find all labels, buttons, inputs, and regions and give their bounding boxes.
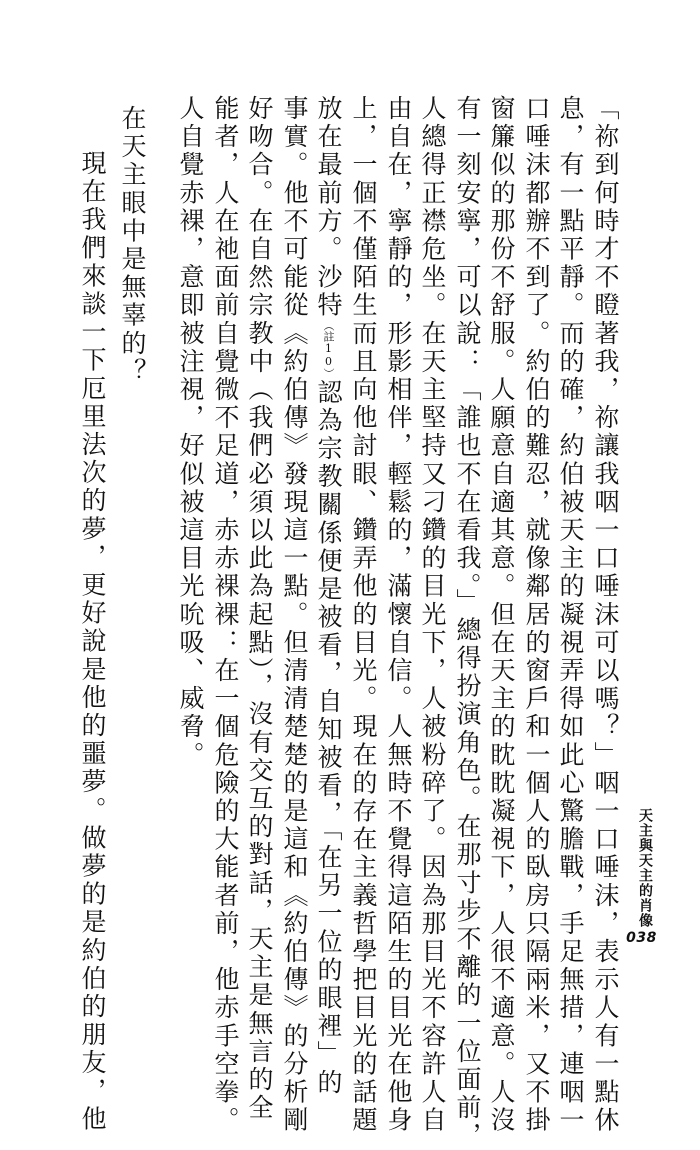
text-column-11: 好吻合。在自然宗教中（我們必須以此為起點），沒有交互的對話，天主是無言的全 — [245, 95, 274, 1123]
text-column-10: 事實。他不可能從《約伯傳》發現這一點。但清清楚楚的是這和《約伯傳》的分析剛 — [280, 95, 309, 1135]
section-heading: 在天主眼中是無辜的？ — [118, 105, 147, 386]
footnote-reference: （註10） — [322, 319, 335, 379]
text-column-1: 「祢到何時才不瞪著我，祢讓我咽一口唾沫可以嗎？」咽一口唾沫，表示人有一點休 — [591, 95, 620, 1135]
text-column-8: 上，一個不僅陌生而且向他討眼、鑽弄他的目光。現在的存在主義哲學把目光的話題 — [349, 95, 378, 1135]
text-column-9-end: 認為宗教關係便是被看，自知被看，「在另一位的眼裡」的 — [314, 378, 343, 1097]
text-column-14: 現在我們來談一下厄里法次的夢，更好說是他的噩夢。做夢的是約伯的朋友，他 — [78, 150, 107, 1134]
text-column-5: 有一刻安寧，可以說：「誰也不在看我。」總得扮演角色。在那寸步不離的一位面前， — [453, 95, 482, 1150]
text-column-6: 人總得正襟危坐。在天主堅持又刁鑽的目光下，人被粉碎了。因為那目光不容許人自 — [418, 95, 447, 1135]
text-column-7: 由自在，寧靜的，形影相伴，輕鬆的，滿懷自信。人無時不覺得這陌生的目光在他身 — [384, 95, 413, 1135]
text-column-3: 口唾沫都辦不到了。約伯的難忍，就像鄰居的窗戶和一個人的臥房只隔兩米，又不掛 — [522, 95, 551, 1135]
text-column-4: 窗簾似的那份不舒服。人願意自適其意。但在天主的眈眈凝視下，人很不適意。人沒 — [487, 95, 516, 1135]
text-column-9 — [308, 95, 348, 1097]
page-number: 038 — [626, 930, 657, 946]
text-column-12: 能者，人在祂面前自覺微不足道，赤赤裸裸：在一個危險的大能者前，他赤手空拳。 — [211, 95, 240, 1135]
running-title: 天主與天主的肖像 — [637, 808, 653, 928]
text-column-13: 人自覺赤裸，意即被注視，好似被這目光吮吸、威脅。 — [176, 95, 205, 770]
text-column-9-start: 放在最前方。沙特 — [314, 95, 343, 320]
text-column-2: 息，有一點平靜。而的確，約伯被天主的凝視弄得如此心驚膽戰，手足無措，連咽一 — [556, 95, 585, 1135]
